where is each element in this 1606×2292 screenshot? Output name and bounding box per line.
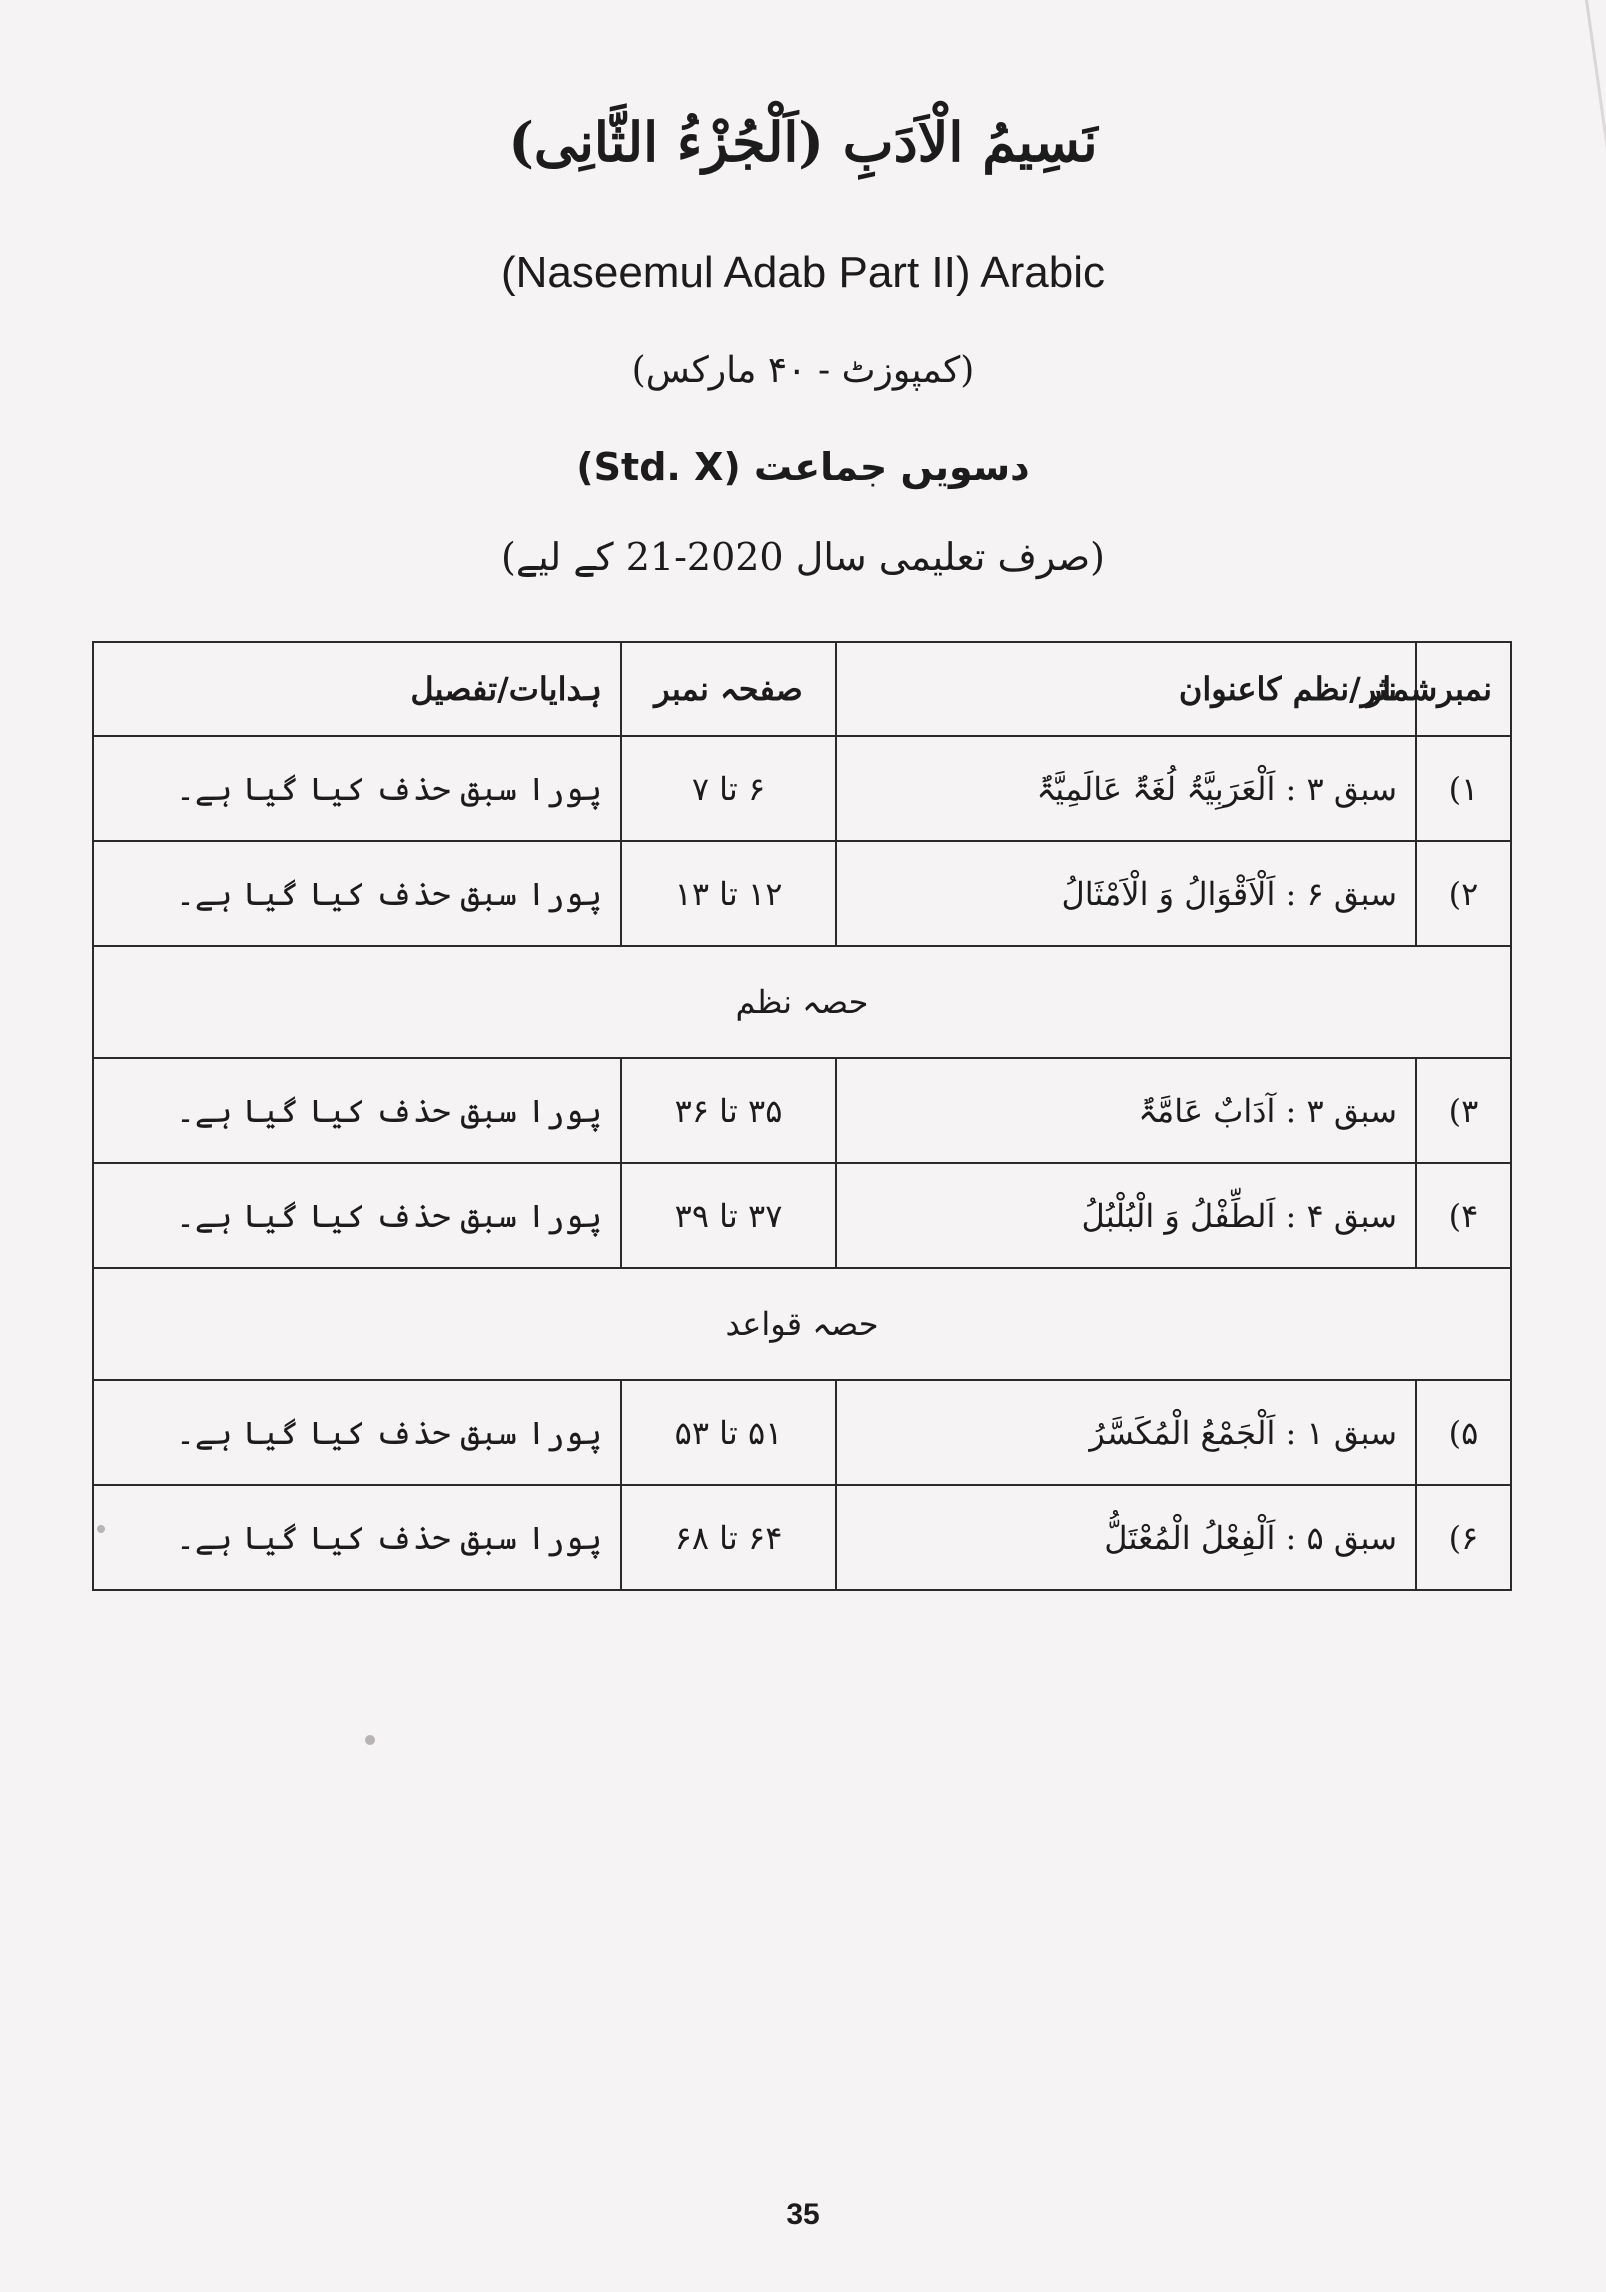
row-title: سبق ۶ : اَلْاَقْوَالُ وَ الْاَمْثَالُ [836, 841, 1416, 946]
syllabus-table [92, 641, 1512, 1591]
document-title-english: (Naseemul Adab Part II) Arabic [500, 248, 1106, 297]
table-row [93, 1163, 1511, 1268]
section-label: حصہ قواعد [93, 1268, 1511, 1380]
table-row [93, 736, 1511, 841]
row-notes: پورا سبق حذف کیا گیا ہے۔ [93, 1058, 621, 1163]
header-notes: ہدایات/تفصیل [93, 642, 621, 736]
row-title: سبق ۳ : اَلْعَرَبِیَّۃُ لُغَۃٌ عَالَمِیَّۃٌ [836, 736, 1416, 841]
header-number: نمبرشمار [1416, 642, 1511, 736]
row-notes: پورا سبق حذف کیا گیا ہے۔ [93, 1163, 621, 1268]
marks-line: (کمپوزٹ - ۴۰ مارکس) [631, 350, 975, 391]
table-row [93, 1485, 1511, 1590]
row-pages: ۳۷ تا ۳۹ [621, 1163, 836, 1268]
document-title-urdu: نَسِیمُ الْاَدَبِ (اَلْجُزْءُ الثَّانِی) [508, 110, 1098, 174]
row-pages: ۶۴ تا ۶۸ [621, 1485, 836, 1590]
row-pages: ۳۵ تا ۳۶ [621, 1058, 836, 1163]
row-title: سبق ۱ : اَلْجَمْعُ الْمُکَسَّرُ [836, 1380, 1416, 1485]
table-row [93, 1380, 1511, 1485]
row-notes: پورا سبق حذف کیا گیا ہے۔ [93, 736, 621, 841]
class-line: دسویں جماعت (Std. X) [576, 445, 1030, 489]
row-pages: ۵۱ تا ۵۳ [621, 1380, 836, 1485]
row-pages: ۶ تا ۷ [621, 736, 836, 841]
row-number: ۱) [1416, 736, 1511, 841]
academic-year-line: (صرف تعلیمی سال 2020-21 کے لیے) [501, 535, 1105, 579]
header-title: نثر/نظم کاعنوان [836, 642, 1416, 736]
row-pages: ۱۲ تا ۱۳ [621, 841, 836, 946]
paper-speck [365, 1735, 375, 1745]
paper-speck [97, 1525, 105, 1533]
row-number: ۲) [1416, 841, 1511, 946]
row-number: ۳) [1416, 1058, 1511, 1163]
table-section-row [93, 946, 1511, 1058]
row-number: ۴) [1416, 1163, 1511, 1268]
row-title: سبق ۳ : آدَابٌ عَامَّۃٌ [836, 1058, 1416, 1163]
page-number: 35 [786, 2198, 820, 2231]
row-notes: پورا سبق حذف کیا گیا ہے۔ [93, 1485, 621, 1590]
row-notes: پورا سبق حذف کیا گیا ہے۔ [93, 1380, 621, 1485]
table-section-row [93, 1268, 1511, 1380]
table-row [93, 1058, 1511, 1163]
row-number: ۵) [1416, 1380, 1511, 1485]
header-pages: صفحہ نمبر [621, 642, 836, 736]
section-label: حصہ نظم [93, 946, 1511, 1058]
row-title: سبق ۵ : اَلْفِعْلُ الْمُعْتَلُّ [836, 1485, 1416, 1590]
row-title: سبق ۴ : اَلطِّفْلُ وَ الْبُلْبُلُ [836, 1163, 1416, 1268]
row-number: ۶) [1416, 1485, 1511, 1590]
row-notes: پورا سبق حذف کیا گیا ہے۔ [93, 841, 621, 946]
table-row [93, 841, 1511, 946]
table-header-row [93, 642, 1511, 736]
